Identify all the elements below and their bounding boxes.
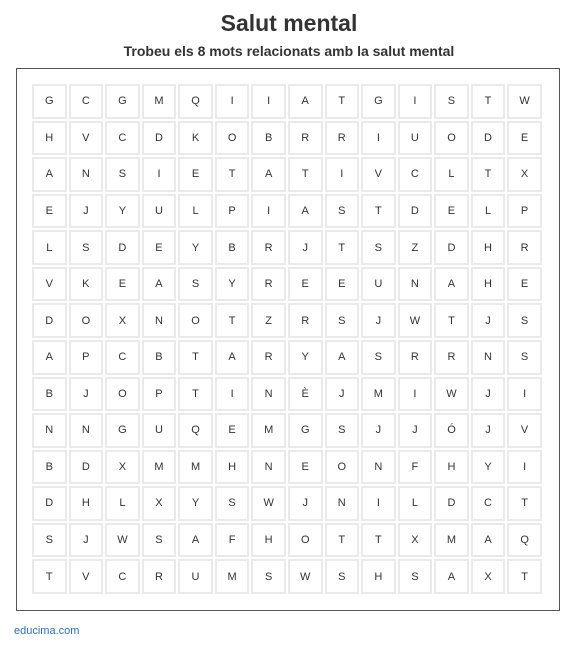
grid-cell[interactable]: A bbox=[251, 157, 286, 192]
grid-cell[interactable]: H bbox=[434, 450, 469, 485]
grid-cell[interactable]: B bbox=[215, 230, 250, 265]
grid-cell[interactable]: W bbox=[105, 523, 140, 558]
grid-cell[interactable]: J bbox=[288, 486, 323, 521]
grid-cell[interactable]: H bbox=[69, 486, 104, 521]
grid-cell[interactable]: J bbox=[398, 413, 433, 448]
grid-cell[interactable]: W bbox=[434, 377, 469, 412]
grid-cell[interactable]: S bbox=[215, 486, 250, 521]
grid-cell[interactable]: V bbox=[69, 559, 104, 594]
grid-cell[interactable]: O bbox=[69, 303, 104, 338]
grid-cell[interactable]: S bbox=[105, 157, 140, 192]
grid-cell[interactable]: I bbox=[325, 157, 360, 192]
grid-cell[interactable]: T bbox=[215, 303, 250, 338]
grid-cell[interactable]: A bbox=[434, 267, 469, 302]
grid-cell[interactable]: D bbox=[398, 194, 433, 229]
grid-cell[interactable]: T bbox=[471, 157, 506, 192]
grid-cell[interactable]: M bbox=[142, 84, 177, 119]
grid-cell[interactable]: T bbox=[434, 303, 469, 338]
grid-cell[interactable]: T bbox=[178, 340, 213, 375]
grid-cell[interactable]: M bbox=[215, 559, 250, 594]
grid-cell[interactable]: R bbox=[251, 267, 286, 302]
grid-cell[interactable]: N bbox=[32, 413, 67, 448]
grid-cell[interactable]: E bbox=[507, 121, 542, 156]
grid-cell[interactable]: J bbox=[471, 377, 506, 412]
grid-cell[interactable]: D bbox=[471, 121, 506, 156]
grid-cell[interactable]: R bbox=[325, 121, 360, 156]
grid-cell[interactable]: A bbox=[325, 340, 360, 375]
grid-cell[interactable]: P bbox=[507, 194, 542, 229]
grid-cell[interactable]: R bbox=[288, 303, 323, 338]
grid-cell[interactable]: O bbox=[325, 450, 360, 485]
grid-cell[interactable]: T bbox=[361, 523, 396, 558]
grid-cell[interactable]: X bbox=[398, 523, 433, 558]
grid-cell[interactable]: N bbox=[251, 377, 286, 412]
grid-cell[interactable]: U bbox=[361, 267, 396, 302]
grid-cell[interactable]: I bbox=[507, 377, 542, 412]
grid-cell[interactable]: D bbox=[32, 486, 67, 521]
grid-cell[interactable]: K bbox=[178, 121, 213, 156]
grid-cell[interactable]: L bbox=[398, 486, 433, 521]
grid-cell[interactable]: I bbox=[361, 486, 396, 521]
grid-cell[interactable]: H bbox=[215, 450, 250, 485]
grid-cell[interactable]: J bbox=[69, 194, 104, 229]
grid-cell[interactable]: V bbox=[32, 267, 67, 302]
grid-cell[interactable]: J bbox=[325, 377, 360, 412]
grid-cell[interactable]: H bbox=[471, 267, 506, 302]
grid-cell[interactable]: J bbox=[69, 523, 104, 558]
grid-cell[interactable]: B bbox=[142, 340, 177, 375]
grid-cell[interactable]: A bbox=[434, 559, 469, 594]
grid-cell[interactable]: L bbox=[32, 230, 67, 265]
grid-cell[interactable]: T bbox=[32, 559, 67, 594]
grid-cell[interactable]: I bbox=[215, 84, 250, 119]
footer-link[interactable]: educima.com bbox=[14, 625, 80, 637]
grid-cell[interactable]: L bbox=[105, 486, 140, 521]
grid-cell[interactable]: Q bbox=[178, 413, 213, 448]
grid-cell[interactable]: D bbox=[142, 121, 177, 156]
grid-cell[interactable]: I bbox=[361, 121, 396, 156]
puzzle-instructions: Trobeu els 8 mots relacionats amb la salut mental bbox=[123, 43, 455, 59]
grid-cell[interactable]: H bbox=[251, 523, 286, 558]
grid-cell[interactable]: R bbox=[251, 230, 286, 265]
grid-cell[interactable]: I bbox=[215, 377, 250, 412]
letter-grid bbox=[32, 84, 542, 594]
grid-cell[interactable]: Y bbox=[288, 340, 323, 375]
grid-cell[interactable]: M bbox=[251, 413, 286, 448]
grid-cell[interactable]: X bbox=[471, 559, 506, 594]
grid-cell[interactable]: H bbox=[361, 559, 396, 594]
grid-cell[interactable]: T bbox=[361, 194, 396, 229]
grid-cell[interactable]: S bbox=[507, 340, 542, 375]
grid-cell[interactable]: T bbox=[471, 84, 506, 119]
grid-cell[interactable]: T bbox=[325, 84, 360, 119]
grid-cell[interactable]: R bbox=[142, 559, 177, 594]
word-search-board bbox=[16, 68, 560, 611]
grid-cell[interactable]: S bbox=[507, 303, 542, 338]
grid-cell[interactable]: E bbox=[178, 157, 213, 192]
page-title: Salut mental bbox=[220, 10, 358, 36]
grid-cell[interactable]: P bbox=[142, 377, 177, 412]
grid-cell[interactable]: S bbox=[434, 84, 469, 119]
grid-cell[interactable]: N bbox=[69, 413, 104, 448]
grid-cell[interactable]: M bbox=[434, 523, 469, 558]
grid-cell[interactable]: D bbox=[32, 303, 67, 338]
grid-cell[interactable]: T bbox=[325, 230, 360, 265]
grid-cell[interactable]: Z bbox=[398, 230, 433, 265]
grid-cell[interactable]: M bbox=[178, 450, 213, 485]
grid-cell[interactable]: U bbox=[142, 194, 177, 229]
grid-cell[interactable]: A bbox=[178, 523, 213, 558]
grid-cell[interactable]: Z bbox=[251, 303, 286, 338]
grid-cell[interactable]: B bbox=[251, 121, 286, 156]
grid-cell[interactable]: L bbox=[434, 157, 469, 192]
grid-cell[interactable]: A bbox=[288, 194, 323, 229]
grid-cell[interactable]: W bbox=[507, 84, 542, 119]
grid-cell[interactable]: I bbox=[398, 377, 433, 412]
grid-cell[interactable]: A bbox=[142, 267, 177, 302]
grid-cell[interactable]: S bbox=[361, 230, 396, 265]
grid-cell[interactable]: E bbox=[288, 267, 323, 302]
grid-cell[interactable]: R bbox=[288, 121, 323, 156]
grid-cell[interactable]: S bbox=[398, 559, 433, 594]
grid-cell[interactable]: S bbox=[178, 267, 213, 302]
grid-cell[interactable]: I bbox=[398, 84, 433, 119]
grid-cell[interactable]: E bbox=[434, 194, 469, 229]
grid-cell[interactable]: J bbox=[69, 377, 104, 412]
grid-cell[interactable]: T bbox=[507, 486, 542, 521]
grid-cell[interactable]: N bbox=[69, 157, 104, 192]
grid-cell[interactable]: S bbox=[32, 523, 67, 558]
grid-cell[interactable]: W bbox=[398, 303, 433, 338]
grid-cell[interactable]: W bbox=[251, 486, 286, 521]
grid-cell[interactable]: C bbox=[105, 340, 140, 375]
grid-cell[interactable]: G bbox=[32, 84, 67, 119]
grid-cell[interactable]: X bbox=[142, 486, 177, 521]
grid-cell[interactable]: E bbox=[32, 194, 67, 229]
grid-cell[interactable]: N bbox=[361, 450, 396, 485]
grid-cell[interactable]: L bbox=[178, 194, 213, 229]
grid-cell[interactable]: G bbox=[288, 413, 323, 448]
grid-cell[interactable]: K bbox=[69, 267, 104, 302]
grid-cell[interactable]: C bbox=[398, 157, 433, 192]
grid-cell[interactable]: Y bbox=[178, 230, 213, 265]
grid-cell[interactable]: X bbox=[105, 303, 140, 338]
grid-cell[interactable]: T bbox=[325, 523, 360, 558]
grid-cell[interactable]: J bbox=[471, 303, 506, 338]
grid-cell[interactable]: R bbox=[434, 340, 469, 375]
grid-cell[interactable]: S bbox=[325, 194, 360, 229]
grid-cell[interactable]: O bbox=[288, 523, 323, 558]
grid-cell[interactable]: U bbox=[178, 559, 213, 594]
grid-cell[interactable]: E bbox=[105, 267, 140, 302]
grid-cell[interactable]: E bbox=[325, 267, 360, 302]
grid-cell[interactable]: O bbox=[434, 121, 469, 156]
grid-cell[interactable]: E bbox=[215, 413, 250, 448]
grid-cell[interactable]: S bbox=[361, 340, 396, 375]
grid-cell[interactable]: D bbox=[105, 230, 140, 265]
grid-cell[interactable]: U bbox=[398, 121, 433, 156]
grid-cell[interactable]: J bbox=[361, 303, 396, 338]
grid-cell[interactable]: E bbox=[142, 230, 177, 265]
grid-cell[interactable]: A bbox=[215, 340, 250, 375]
grid-cell[interactable]: G bbox=[105, 84, 140, 119]
grid-cell[interactable]: C bbox=[471, 486, 506, 521]
grid-cell[interactable]: Ó bbox=[434, 413, 469, 448]
grid-cell[interactable]: E bbox=[288, 450, 323, 485]
grid-cell[interactable]: V bbox=[69, 121, 104, 156]
grid-cell[interactable]: O bbox=[178, 303, 213, 338]
grid-cell[interactable]: S bbox=[69, 230, 104, 265]
grid-cell[interactable]: V bbox=[361, 157, 396, 192]
grid-cell[interactable]: I bbox=[251, 194, 286, 229]
grid-cell[interactable]: O bbox=[105, 377, 140, 412]
grid-cell[interactable]: A bbox=[288, 84, 323, 119]
grid-cell[interactable]: M bbox=[361, 377, 396, 412]
grid-cell[interactable]: R bbox=[251, 340, 286, 375]
grid-cell[interactable]: N bbox=[471, 340, 506, 375]
grid-cell[interactable]: V bbox=[507, 413, 542, 448]
grid-cell[interactable]: I bbox=[142, 157, 177, 192]
grid-cell[interactable]: Y bbox=[215, 267, 250, 302]
grid-cell[interactable]: N bbox=[398, 267, 433, 302]
grid-cell[interactable]: G bbox=[105, 413, 140, 448]
grid-cell[interactable]: L bbox=[471, 194, 506, 229]
grid-cell[interactable]: C bbox=[105, 559, 140, 594]
grid-cell[interactable]: T bbox=[507, 559, 542, 594]
grid-cell[interactable]: T bbox=[215, 157, 250, 192]
grid-cell[interactable]: M bbox=[142, 450, 177, 485]
grid-cell[interactable]: T bbox=[288, 157, 323, 192]
grid-cell[interactable]: F bbox=[398, 450, 433, 485]
grid-cell[interactable]: N bbox=[251, 450, 286, 485]
grid-cell[interactable]: U bbox=[142, 413, 177, 448]
grid-cell[interactable]: B bbox=[32, 450, 67, 485]
grid-cell[interactable]: O bbox=[215, 121, 250, 156]
grid-cell[interactable]: G bbox=[361, 84, 396, 119]
grid-cell[interactable]: R bbox=[507, 230, 542, 265]
grid-cell[interactable]: Y bbox=[178, 486, 213, 521]
grid-cell[interactable]: N bbox=[325, 486, 360, 521]
grid-cell[interactable]: Q bbox=[178, 84, 213, 119]
grid-cell[interactable]: J bbox=[361, 413, 396, 448]
grid-cell[interactable]: A bbox=[32, 157, 67, 192]
grid-cell[interactable]: S bbox=[142, 523, 177, 558]
grid-cell[interactable]: D bbox=[69, 450, 104, 485]
grid-cell[interactable]: Y bbox=[105, 194, 140, 229]
grid-cell[interactable]: E bbox=[507, 267, 542, 302]
grid-cell[interactable]: S bbox=[251, 559, 286, 594]
grid-cell[interactable]: A bbox=[471, 523, 506, 558]
grid-cell[interactable]: F bbox=[215, 523, 250, 558]
grid-cell[interactable]: H bbox=[32, 121, 67, 156]
grid-cell[interactable]: I bbox=[507, 450, 542, 485]
grid-cell[interactable]: H bbox=[471, 230, 506, 265]
grid-cell[interactable]: A bbox=[32, 340, 67, 375]
grid-cell[interactable]: J bbox=[288, 230, 323, 265]
grid-cell[interactable]: R bbox=[398, 340, 433, 375]
grid-cell[interactable]: C bbox=[105, 121, 140, 156]
grid-cell[interactable]: I bbox=[251, 84, 286, 119]
grid-cell[interactable]: D bbox=[434, 230, 469, 265]
grid-cell[interactable]: D bbox=[434, 486, 469, 521]
grid-cell[interactable]: È bbox=[288, 377, 323, 412]
grid-cell[interactable]: S bbox=[325, 559, 360, 594]
grid-cell[interactable]: C bbox=[69, 84, 104, 119]
grid-cell[interactable]: X bbox=[105, 450, 140, 485]
grid-cell[interactable]: S bbox=[325, 413, 360, 448]
grid-cell[interactable]: J bbox=[471, 413, 506, 448]
grid-cell[interactable]: X bbox=[507, 157, 542, 192]
grid-cell[interactable]: N bbox=[142, 303, 177, 338]
grid-cell[interactable]: B bbox=[32, 377, 67, 412]
grid-cell[interactable]: Q bbox=[507, 523, 542, 558]
grid-cell[interactable]: Y bbox=[471, 450, 506, 485]
grid-cell[interactable]: S bbox=[325, 303, 360, 338]
grid-cell[interactable]: P bbox=[215, 194, 250, 229]
grid-cell[interactable]: T bbox=[178, 377, 213, 412]
grid-cell[interactable]: W bbox=[288, 559, 323, 594]
grid-cell[interactable]: P bbox=[69, 340, 104, 375]
